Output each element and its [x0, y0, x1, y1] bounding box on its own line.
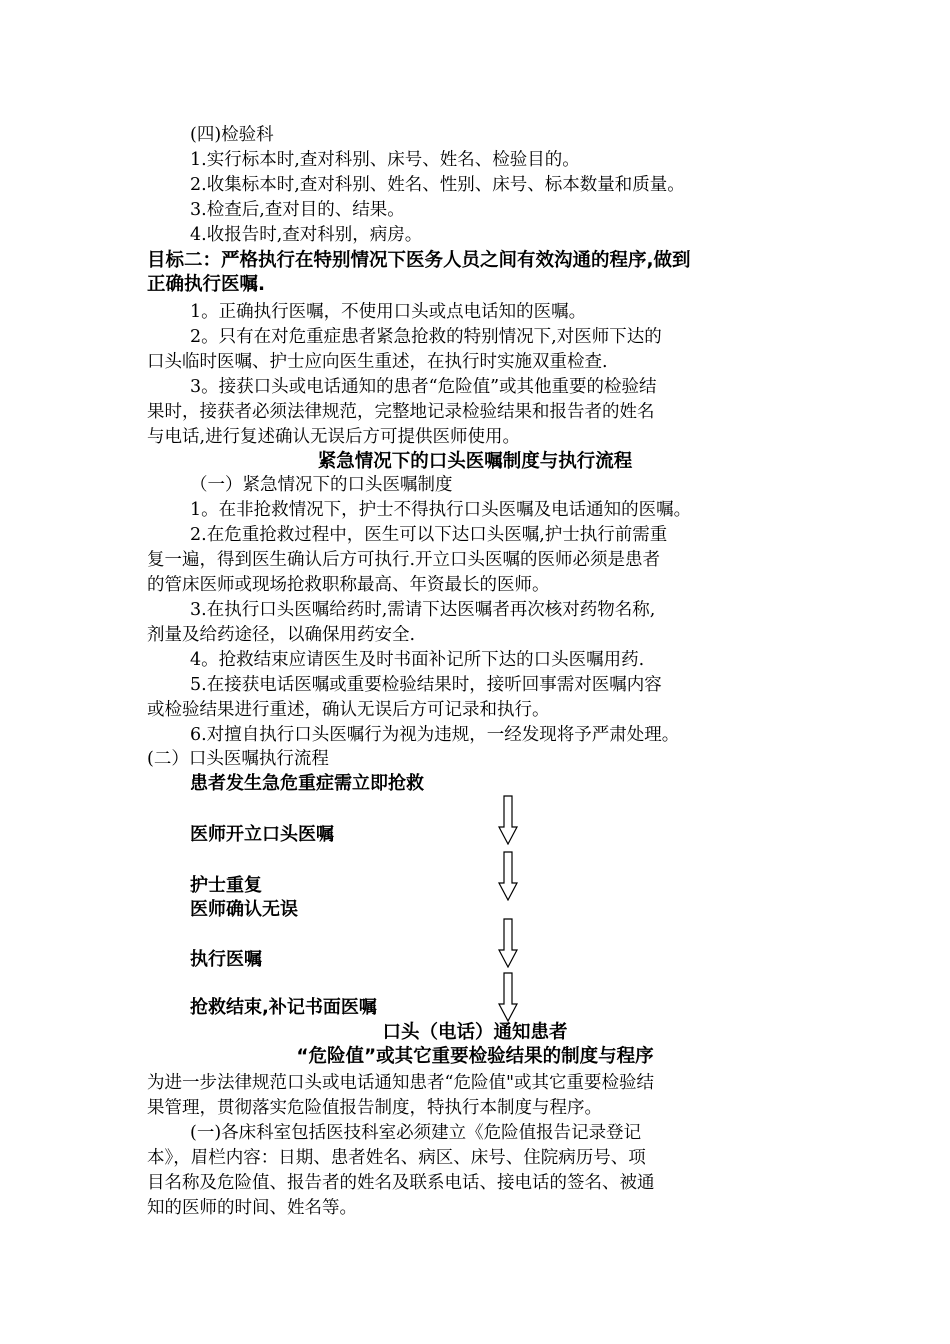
critical-intro-line2: 果管理，贯彻落实危险值报告制度，特执行本制度与程序。 [147, 1098, 602, 1118]
critical-intro-line1: 为进一步法律规范口头或电话通知患者“危险值"或其它重要检验结 [147, 1073, 654, 1093]
critical-title-line2: “危险值”或其它重要检验结果的制度与程序 [296, 1046, 654, 1067]
section4-item-2: 2.收集标本时,查对科别、姓名、性别、床号、标本数量和质量。 [190, 175, 685, 195]
emergency-rule-3-line1: 3.在执行口头医嘱给药时,需请下达医嘱者再次核对药物名称, [190, 600, 656, 620]
emergency-rule-5-line1: 5.在接获电话医嘱或重要检验结果时，接听回事需对医嘱内容 [190, 675, 662, 695]
flow-step-3b: 医师确认无误 [190, 899, 298, 920]
critical-item1-line4: 知的医师的时间、姓名等。 [147, 1198, 357, 1218]
down-arrow-icon [498, 851, 518, 901]
emergency-rule-2-line1: 2.在危重抢救过程中，医生可以下达口头医嘱,护士执行前需重 [190, 525, 668, 545]
section4-item-3: 3.检查后,查对目的、结果。 [190, 200, 405, 220]
critical-item1-line3: 目名称及危险值、报告者的姓名及联系电话、接电话的签名、被通 [147, 1173, 655, 1193]
emergency-rule-6: 6.对擅自执行口头医嘱行为视为违规，一经发现将予严肃处理。 [190, 725, 680, 745]
emergency-rule-5-line2: 或检验结果进行重述，确认无误后方可记录和执行。 [147, 700, 550, 720]
down-arrow-icon [498, 918, 518, 968]
flow-step-2: 医师开立口头医嘱 [190, 824, 334, 845]
section4-item-1: 1.实行标本时,查对科别、床号、姓名、检验目的。 [190, 150, 580, 170]
emergency-subheading-1: （一）紧急情况下的口头医嘱制度 [190, 475, 453, 495]
section4-item-4: 4.收报告时,查对科别，病房。 [190, 225, 423, 245]
flow-step-1: 患者发生急危重症需立即抢救 [190, 773, 424, 794]
emergency-rule-2-line2: 复一遍，得到医生确认后方可执行.开立口头医嘱的医师必须是患者 [147, 550, 661, 570]
flow-step-5: 抢救结束,补记书面医嘱 [190, 997, 377, 1018]
goal2-paragraph-2-line2: 口头临时医嘱、护士应向医生重述，在执行时实施双重检查. [147, 352, 608, 372]
goal2-paragraph-1: 1。正确执行医嘱，不使用口头或点电话知的医嘱。 [190, 302, 587, 322]
emergency-title: 紧急情况下的口头医嘱制度与执行流程 [317, 451, 633, 472]
emergency-rule-2-line3: 的管床医师或现场抢救职称最高、年资最长的医师。 [147, 575, 550, 595]
flow-step-4: 执行医嘱 [190, 949, 262, 970]
critical-title-line1: 口头（电话）通知患者 [382, 1022, 568, 1043]
goal2-paragraph-3-line2: 果时，接获者必须法律规范，完整地记录检验结果和报告者的姓名 [147, 402, 655, 422]
critical-item1-line1: (一)各床科室包括医技科室必须建立《危险值报告记录登记 [190, 1123, 642, 1143]
flow-step-3a: 护士重复 [190, 875, 262, 896]
down-arrow-icon [498, 795, 518, 845]
critical-item1-line2: 本》，眉栏内容：日期、患者姓名、病区、床号、住院病历号、项 [147, 1148, 646, 1168]
goal2-paragraph-3-line3: 与电话,进行复述确认无误后方可提供医师使用。 [147, 427, 521, 447]
emergency-rule-1: 1。在非抢救情况下，护士不得执行口头医嘱及电话通知的医嘱。 [190, 500, 692, 520]
section4-heading: (四)检验科 [190, 125, 274, 145]
emergency-rule-4: 4。抢救结束应请医生及时书面补记所下达的口头医嘱用药. [190, 650, 645, 670]
goal2-paragraph-2-line1: 2。只有在对危重症患者紧急抢救的特别情况下,对医师下达的 [190, 327, 662, 347]
goal2-title-line2: 正确执行医嘱. [147, 274, 266, 295]
down-arrow-icon [498, 972, 518, 1022]
emergency-rule-3-line2: 剂量及给药途径，以确保用药安全. [147, 625, 416, 645]
goal2-title-line1: 目标二：严格执行在特别情况下医务人员之间有效沟通的程序,做到 [147, 250, 691, 271]
goal2-paragraph-3-line1: 3。接获口头或电话通知的患者“危险值”或其他重要的检验结 [190, 377, 657, 397]
emergency-subheading-2: (二）口头医嘱执行流程 [147, 749, 329, 769]
